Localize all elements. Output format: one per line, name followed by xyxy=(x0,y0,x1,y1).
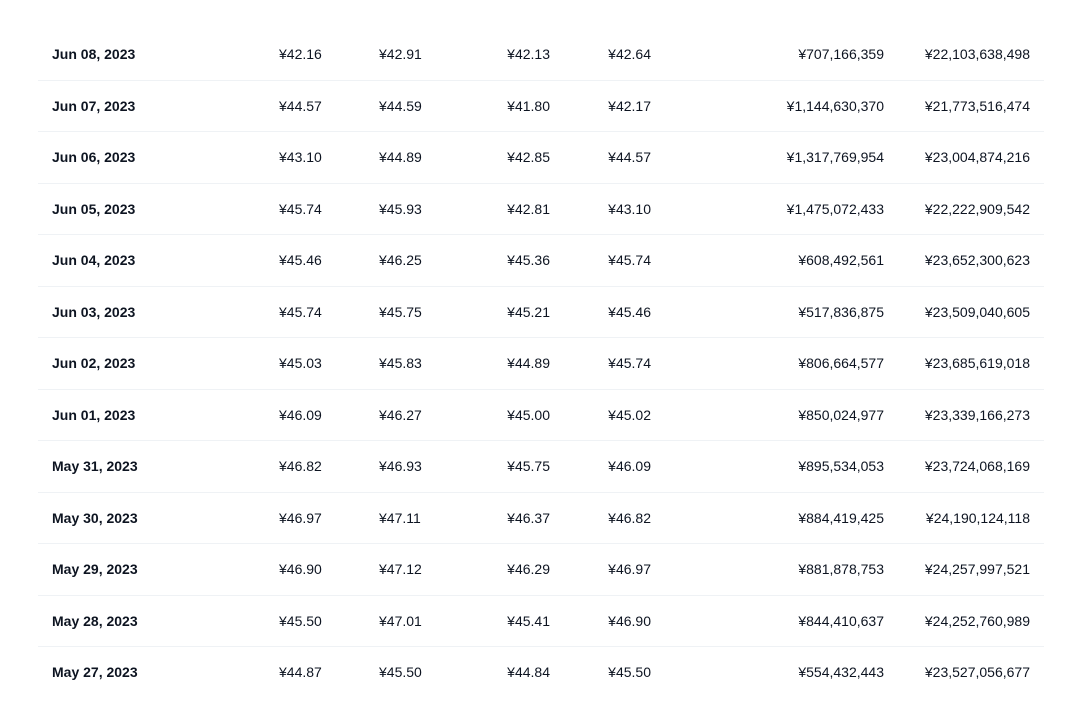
date-cell: May 31, 2023 xyxy=(52,458,138,474)
open-cell: ¥45.74 xyxy=(279,200,322,217)
low-cell: ¥46.37 xyxy=(507,509,550,526)
market-cap-cell: ¥24,190,124,118 xyxy=(925,509,1030,526)
market-cap-cell: ¥22,222,909,542 xyxy=(924,200,1030,217)
table-row xyxy=(38,647,1044,699)
open-cell: ¥45.50 xyxy=(279,612,322,629)
date-cell: Jun 08, 2023 xyxy=(52,46,136,62)
table-row xyxy=(38,132,1044,184)
date-cell: May 29, 2023 xyxy=(52,561,138,577)
open-cell: ¥45.03 xyxy=(279,355,322,371)
date-cell: Jun 03, 2023 xyxy=(52,303,136,320)
high-cell: ¥47.01 xyxy=(379,612,422,629)
high-cell: ¥44.89 xyxy=(379,149,422,165)
volume-cell: ¥806,664,577 xyxy=(798,355,884,371)
close-cell: ¥44.57 xyxy=(608,149,651,165)
date-cell: Jun 04, 2023 xyxy=(52,252,136,268)
close-cell: ¥45.02 xyxy=(608,406,651,423)
market-cap-cell: ¥21,773,516,474 xyxy=(924,97,1030,114)
table-row xyxy=(38,29,1044,81)
historical-data-table xyxy=(38,29,1044,699)
low-cell: ¥45.41 xyxy=(507,612,550,629)
market-cap-cell: ¥24,257,997,521 xyxy=(924,561,1030,577)
close-cell: ¥45.74 xyxy=(608,252,651,268)
date-cell: Jun 05, 2023 xyxy=(52,200,136,217)
market-cap-cell: ¥23,527,056,677 xyxy=(924,664,1030,680)
volume-cell: ¥895,534,053 xyxy=(798,458,884,474)
date-cell: Jun 01, 2023 xyxy=(52,406,136,423)
high-cell: ¥45.50 xyxy=(379,664,422,680)
close-cell: ¥45.50 xyxy=(608,664,651,680)
high-cell: ¥46.25 xyxy=(379,252,422,268)
high-cell: ¥44.59 xyxy=(379,97,422,114)
volume-cell: ¥1,317,769,954 xyxy=(786,149,884,165)
date-cell: May 27, 2023 xyxy=(52,664,138,680)
low-cell: ¥42.85 xyxy=(507,149,550,165)
table-row xyxy=(38,81,1044,133)
date-cell: Jun 07, 2023 xyxy=(52,97,136,114)
volume-cell: ¥517,836,875 xyxy=(798,303,884,320)
high-cell: ¥47.11 xyxy=(379,509,421,526)
low-cell: ¥45.00 xyxy=(507,406,550,423)
low-cell: ¥44.84 xyxy=(507,664,550,680)
low-cell: ¥41.80 xyxy=(507,97,550,114)
low-cell: ¥45.75 xyxy=(507,458,550,474)
open-cell: ¥44.57 xyxy=(279,97,322,114)
high-cell: ¥46.93 xyxy=(379,458,422,474)
open-cell: ¥43.10 xyxy=(279,149,322,165)
open-cell: ¥42.16 xyxy=(279,46,322,62)
low-cell: ¥42.81 xyxy=(507,200,550,217)
close-cell: ¥42.17 xyxy=(608,97,651,114)
high-cell: ¥42.91 xyxy=(379,46,422,62)
date-cell: May 30, 2023 xyxy=(52,509,138,526)
date-cell: May 28, 2023 xyxy=(52,612,138,629)
volume-cell: ¥608,492,561 xyxy=(798,252,884,268)
open-cell: ¥45.74 xyxy=(279,303,322,320)
open-cell: ¥46.90 xyxy=(279,561,322,577)
table-row xyxy=(38,596,1044,648)
close-cell: ¥45.46 xyxy=(608,303,651,320)
date-cell: Jun 02, 2023 xyxy=(52,355,136,371)
low-cell: ¥46.29 xyxy=(507,561,550,577)
close-cell: ¥45.74 xyxy=(608,355,651,371)
market-cap-cell: ¥23,004,874,216 xyxy=(924,149,1030,165)
table-row xyxy=(38,287,1044,339)
close-cell: ¥43.10 xyxy=(608,200,651,217)
table-row xyxy=(38,235,1044,287)
table-row xyxy=(38,390,1044,442)
open-cell: ¥45.46 xyxy=(279,252,322,268)
table-row xyxy=(38,338,1044,390)
volume-cell: ¥707,166,359 xyxy=(798,46,884,62)
low-cell: ¥45.36 xyxy=(507,252,550,268)
market-cap-cell: ¥22,103,638,498 xyxy=(924,46,1030,62)
market-cap-cell: ¥23,339,166,273 xyxy=(924,406,1030,423)
open-cell: ¥46.09 xyxy=(279,406,322,423)
close-cell: ¥46.90 xyxy=(608,612,651,629)
table-row xyxy=(38,544,1044,596)
volume-cell: ¥554,432,443 xyxy=(798,664,884,680)
high-cell: ¥45.75 xyxy=(379,303,422,320)
high-cell: ¥46.27 xyxy=(379,406,422,423)
table-row xyxy=(38,441,1044,493)
market-cap-cell: ¥23,685,619,018 xyxy=(924,355,1030,371)
high-cell: ¥45.83 xyxy=(379,355,422,371)
open-cell: ¥46.82 xyxy=(279,458,322,474)
market-cap-cell: ¥23,724,068,169 xyxy=(924,458,1030,474)
volume-cell: ¥884,419,425 xyxy=(798,509,884,526)
close-cell: ¥46.97 xyxy=(608,561,651,577)
volume-cell: ¥844,410,637 xyxy=(798,612,884,629)
close-cell: ¥46.09 xyxy=(608,458,651,474)
volume-cell: ¥881,878,753 xyxy=(798,561,884,577)
market-cap-cell: ¥23,509,040,605 xyxy=(924,303,1030,320)
table-row xyxy=(38,493,1044,545)
volume-cell: ¥1,144,630,370 xyxy=(786,97,884,114)
open-cell: ¥46.97 xyxy=(279,509,322,526)
market-cap-cell: ¥24,252,760,989 xyxy=(924,612,1030,629)
high-cell: ¥45.93 xyxy=(379,200,422,217)
low-cell: ¥44.89 xyxy=(507,355,550,371)
high-cell: ¥47.12 xyxy=(379,561,422,577)
low-cell: ¥45.21 xyxy=(507,303,550,320)
close-cell: ¥46.82 xyxy=(608,509,651,526)
volume-cell: ¥850,024,977 xyxy=(798,406,884,423)
close-cell: ¥42.64 xyxy=(608,46,651,62)
low-cell: ¥42.13 xyxy=(507,46,550,62)
volume-cell: ¥1,475,072,433 xyxy=(786,200,884,217)
market-cap-cell: ¥23,652,300,623 xyxy=(924,252,1030,268)
open-cell: ¥44.87 xyxy=(279,664,322,680)
table-row xyxy=(38,184,1044,236)
date-cell: Jun 06, 2023 xyxy=(52,149,136,165)
